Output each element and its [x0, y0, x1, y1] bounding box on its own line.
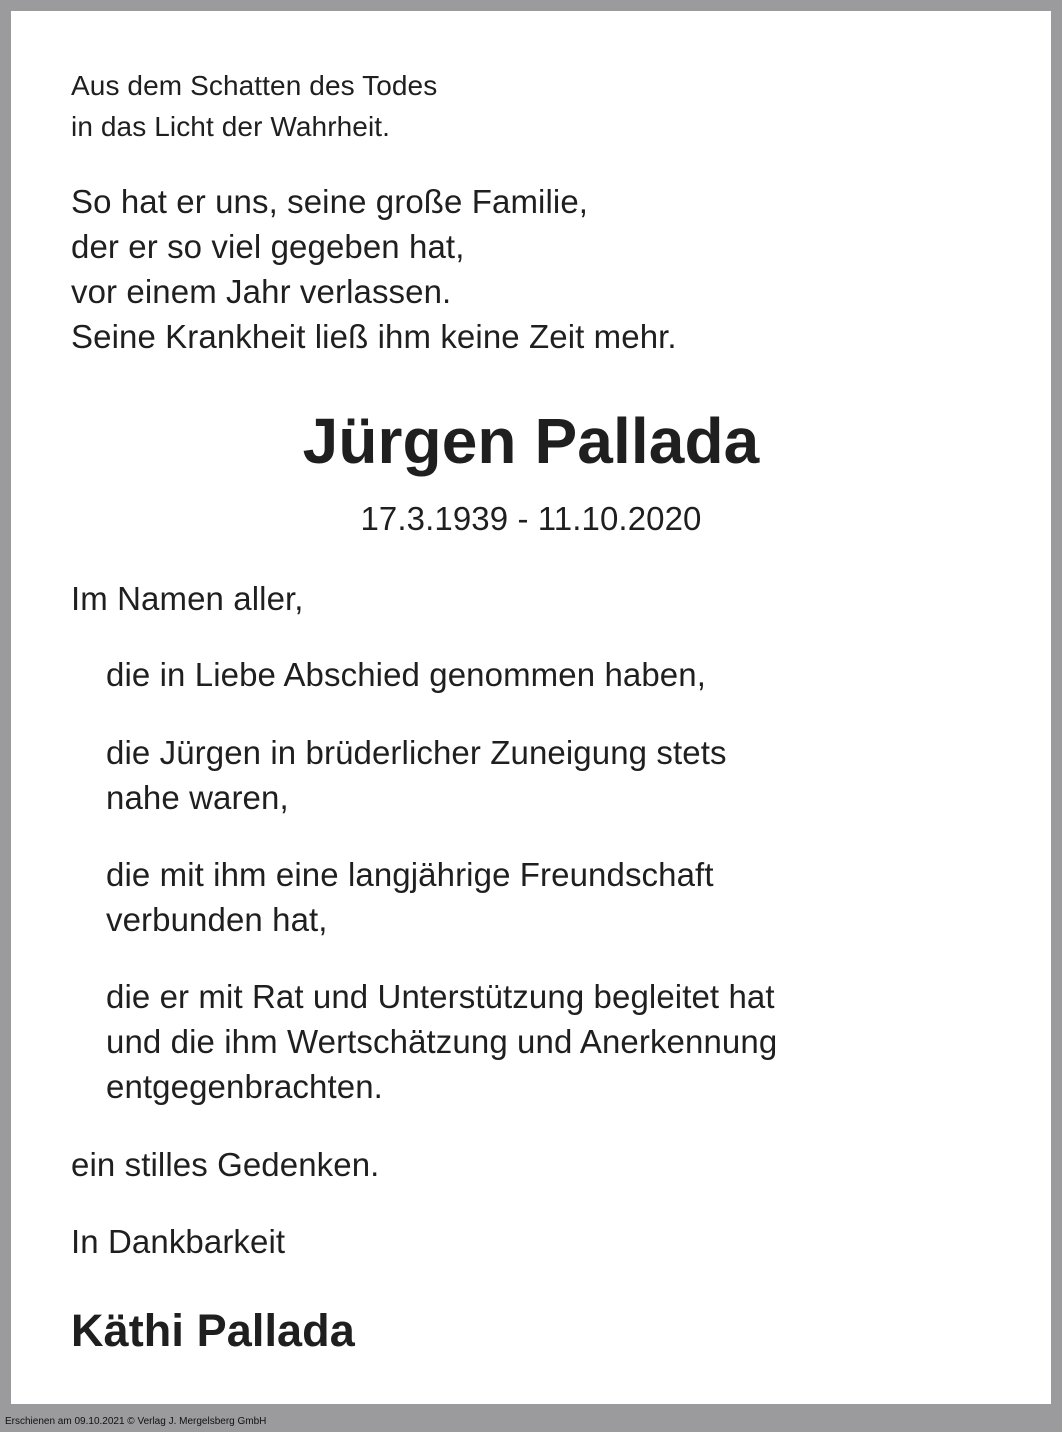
mourner-line: nahe waren, — [106, 779, 289, 816]
mourner-line: die mit ihm eine langjährige Freundschaft — [106, 856, 714, 893]
intro-line: Seine Krankheit ließ ihm keine Zeit mehr. — [71, 318, 677, 355]
intro-line: So hat er uns, seine große Familie, — [71, 183, 589, 220]
mourner-line: die in Liebe Abschied genommen haben, — [106, 656, 706, 693]
mourner-group — [106, 652, 706, 697]
intro-line: der er so viel gegeben hat, — [71, 228, 465, 265]
intro-line: vor einem Jahr verlassen. — [71, 273, 452, 310]
mourner-line: die er mit Rat und Unterstützung begleitet hat — [106, 978, 775, 1015]
life-dates: 17.3.1939 - 11.10.2020 — [360, 500, 702, 537]
mourner-line: entgegenbrachten. — [106, 1068, 383, 1105]
publication-footer: Erschienen am 09.10.2021 © Verlag J. Mergelsberg GmbH — [5, 1416, 267, 1427]
obituary-card — [11, 11, 1051, 1404]
lead-text: Im Namen aller, — [71, 580, 304, 617]
mourner-line: und die ihm Wertschätzung und Anerkennung — [106, 1023, 778, 1060]
intro-text — [71, 179, 677, 359]
mourner-group — [106, 852, 714, 942]
thanks-text: In Dankbarkeit — [71, 1223, 286, 1260]
closing-text: ein stilles Gedenken. — [71, 1146, 380, 1183]
signer-name: Käthi Pallada — [71, 1305, 355, 1356]
motto — [71, 65, 437, 147]
mourner-line: verbunden hat, — [106, 901, 328, 938]
motto-line: Aus dem Schatten des Todes — [71, 70, 438, 101]
mourner-line: die Jürgen in brüderlicher Zuneigung stets — [106, 734, 727, 771]
mourner-group — [106, 974, 777, 1109]
mourner-group — [106, 730, 727, 820]
motto-line: in das Licht der Wahrheit. — [71, 111, 391, 142]
deceased-name: Jürgen Pallada — [302, 405, 760, 477]
